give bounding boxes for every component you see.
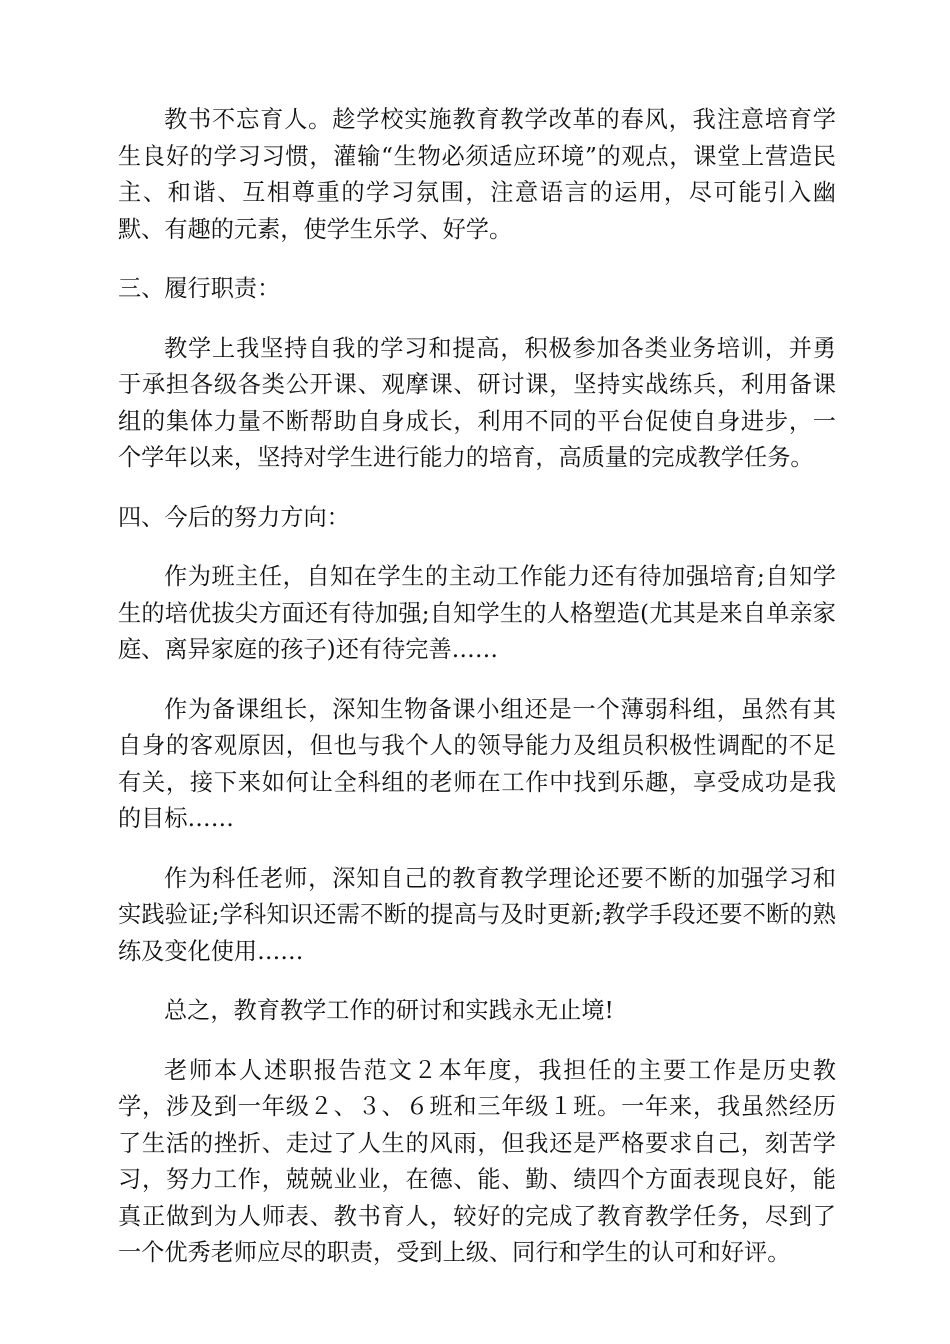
paragraph-duties: 教学上我坚持自我的学习和提高，积极参加各类业务培训，并勇于承担各级各类公开课、观摩课、研讨课，坚持实战练兵，利用备课组的集体力量不断帮助自身成长，利用不同的平台促使自身进步，一个学年以来，坚持对学生进行能力的培育，高质量的完成教学任务。	[118, 334, 836, 471]
document-page	[118, 102, 836, 1272]
section-heading-duties: 三、履行职责：	[118, 275, 281, 302]
paragraph-report-sample-2: 老师本人述职报告范文２本年度，我担任的主要工作是历史教学，涉及到一年级２、３、６班和三年级１班。一年来，我虽然经历了生活的挫折、走过了人生的风雨，但我还是严格要求自己，刻苦学习，努力工作，兢兢业业，在德、能、勤、绩四个方面表现良好，能真正做到为人师表、教书育人，较好的完成了教育教学任务，尽到了一个优秀老师应尽的职责，受到上级、同行和学生的认可和好评。	[118, 1056, 836, 1266]
paragraph-conclusion: 总之，教育教学工作的研讨和实践永无止境!	[164, 997, 614, 1024]
paragraph-teaching-education: 教书不忘育人。趁学校实施教育教学改革的春风，我注意培育学生良好的学习习惯，灌输“生物必须适应环境”的观点，课堂上营造民主、和谐、互相尊重的学习氛围，注意语言的运用，尽可能引入幽默、有趣的元素，使学生乐学、好学。	[118, 106, 836, 243]
paragraph-lesson-group-leader: 作为备课组长，深知生物备课小组还是一个薄弱科组，虽然有其自身的客观原因，但也与我个人的领导能力及组员积极性调配的不足有关，接下来如何让全科组的老师在工作中找到乐趣，享受成功是我的目标……	[118, 695, 836, 832]
paragraph-subject-teacher: 作为科任老师，深知自己的教育教学理论还要不断的加强学习和实践验证;学科知识还需不断的提高与及时更新;教学手段还要不断的熟练及变化使用……	[118, 864, 836, 965]
section-heading-future-direction: 四、今后的努力方向：	[118, 503, 350, 531]
paragraph-class-teacher: 作为班主任，自知在学生的主动工作能力还有待加强培育;自知学生的培优拔尖方面还有待加强;自知学生的人格塑造(尤其是来自单亲家庭、离异家庭的孩子)还有待完善……	[118, 563, 836, 663]
